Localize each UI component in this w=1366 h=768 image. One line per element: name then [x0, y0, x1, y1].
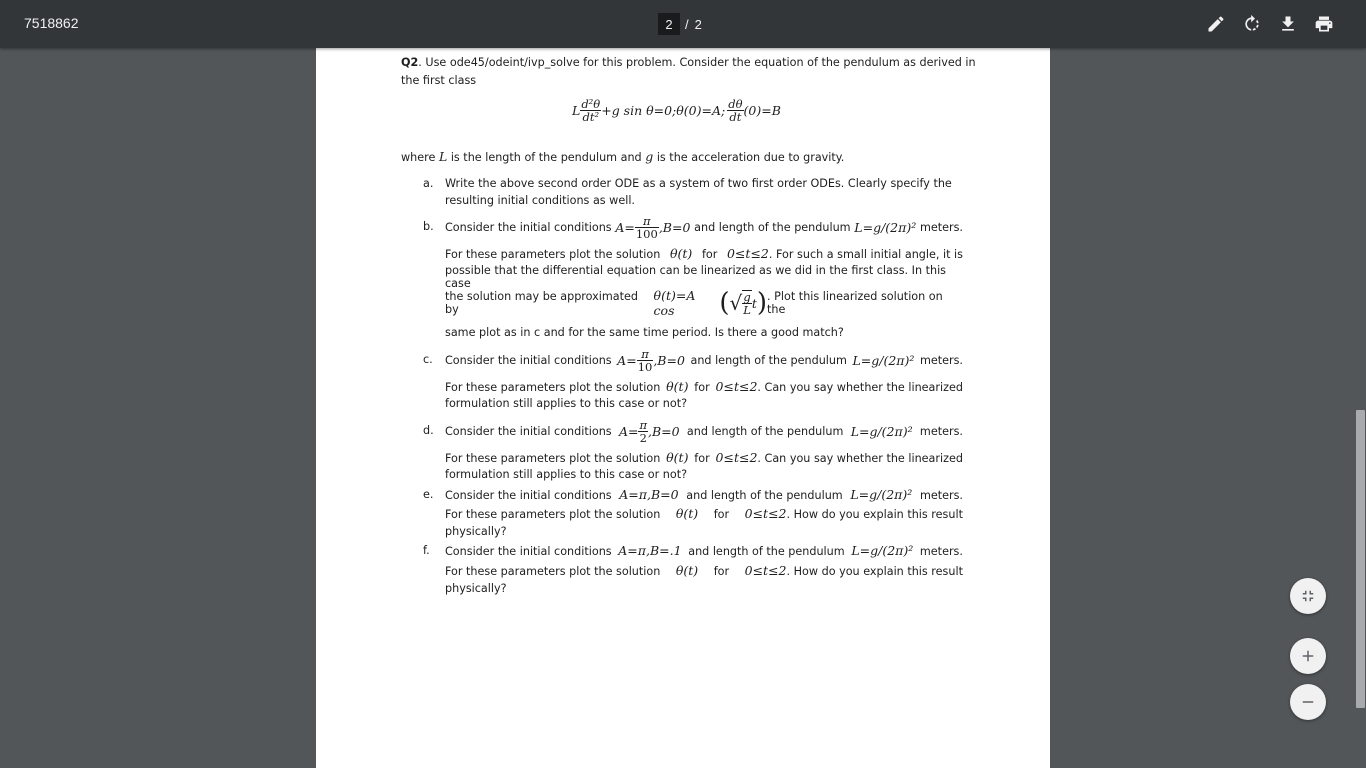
item-e-line-1: Consider the initial conditions A=π,B=0 and length of the pendulum L=g/(2π)² meters. — [445, 487, 963, 502]
item-e-line-3: physically? — [445, 525, 507, 538]
rotate-icon[interactable] — [1240, 12, 1264, 36]
total-pages: 2 — [694, 16, 702, 32]
zoom-in-icon — [1299, 647, 1317, 665]
page-indicator — [658, 13, 702, 35]
item-c-line-1: Consider the initial conditions A= $\frac{\pi}{10}$ ,B=0 and length of the pendulum L=g/(2π)² meters. — [445, 346, 963, 374]
item-b-label: b. — [423, 220, 434, 233]
scrollbar-thumb[interactable] — [1356, 410, 1365, 708]
fit-page-button[interactable] — [1290, 578, 1326, 614]
pdf-toolbar — [0, 0, 1366, 48]
question-label: Q2 — [401, 56, 419, 69]
item-d-line-2: For these parameters plot the solution θ(t) for 0≤t≤2. Can you say whether the linearized — [445, 450, 963, 465]
print-icon[interactable] — [1312, 12, 1336, 36]
question-line-1: Q2. Use ode45/odeint/ivp_solve for this problem. Consider the equation of the pendulum as derived in — [401, 56, 976, 69]
item-f-label: f. — [423, 544, 430, 557]
item-b-line-5: same plot as in c and for the same time period. Is there a good match? — [445, 326, 844, 339]
item-e-label: e. — [423, 488, 434, 501]
page-separator: / — [685, 16, 689, 32]
item-c-label: c. — [423, 353, 433, 366]
item-f-line-2: For these parameters plot the solution θ(t) for 0≤t≤2. How do you explain this result — [445, 563, 963, 578]
item-b-line-2: For these parameters plot the solution θ(t) for 0≤t≤2. For such a small initial angle, it is — [445, 246, 963, 261]
question-line-2: the first class — [401, 74, 477, 87]
where-line: where L is the length of the pendulum and g is the acceleration due to gravity. — [401, 149, 845, 164]
document-title: 7518862 — [24, 15, 79, 31]
zoom-in-button[interactable] — [1290, 638, 1326, 674]
item-a-label: a. — [423, 177, 434, 190]
item-a-line-1: Write the above second order ODE as a system of two first order ODEs. Clearly specify the — [445, 177, 952, 190]
item-a-line-2: resulting initial conditions as well. — [445, 194, 635, 207]
item-b-line-1: Consider the initial conditions A= $\frac{\pi}{100}$ ,B=0 and length of the pendulum L=g/(2π)² meters. — [445, 213, 963, 241]
item-d-line-3: formulation still applies to this case or not? — [445, 468, 688, 481]
item-d-label: d. — [423, 424, 434, 437]
item-b-line-4: the solution may be approximated by θ(t)=A cos ( √ $\frac{g}{L}$ t ) . Plot this linearized solution on the — [445, 288, 943, 318]
fit-page-icon — [1299, 587, 1317, 605]
zoom-out-icon — [1299, 693, 1317, 711]
pendulum-equation: L $\frac{\text{d²θ}}{\text{dt²}}$ +g sin θ=0;θ(0)=A; $\frac{d\theta}{dt}$ (0)=B — [572, 97, 781, 124]
zoom-out-button[interactable] — [1290, 684, 1326, 720]
item-e-line-2: For these parameters plot the solution θ(t) for 0≤t≤2. How do you explain this result — [445, 506, 963, 521]
current-page-input[interactable]: 2 — [658, 13, 680, 35]
item-f-line-3: physically? — [445, 582, 507, 595]
download-icon[interactable] — [1276, 12, 1300, 36]
item-d-line-1: Consider the initial conditions A= $\frac{\pi}{2}$ ,B=0 and length of the pendulum L=g/(2π)² meters. — [445, 417, 963, 445]
item-f-line-1: Consider the initial conditions A=π,B=.1 and length of the pendulum L=g/(2π)² meters. — [445, 543, 963, 558]
pdf-page — [316, 48, 1050, 768]
item-c-line-2: For these parameters plot the solution θ(t) for 0≤t≤2. Can you say whether the linearized — [445, 379, 963, 394]
item-c-line-3: formulation still applies to this case or not? — [445, 397, 688, 410]
edit-icon[interactable] — [1204, 12, 1228, 36]
item-b-line-3: possible that the differential equation can be linearized as we did in the first class. In this case — [445, 264, 947, 290]
